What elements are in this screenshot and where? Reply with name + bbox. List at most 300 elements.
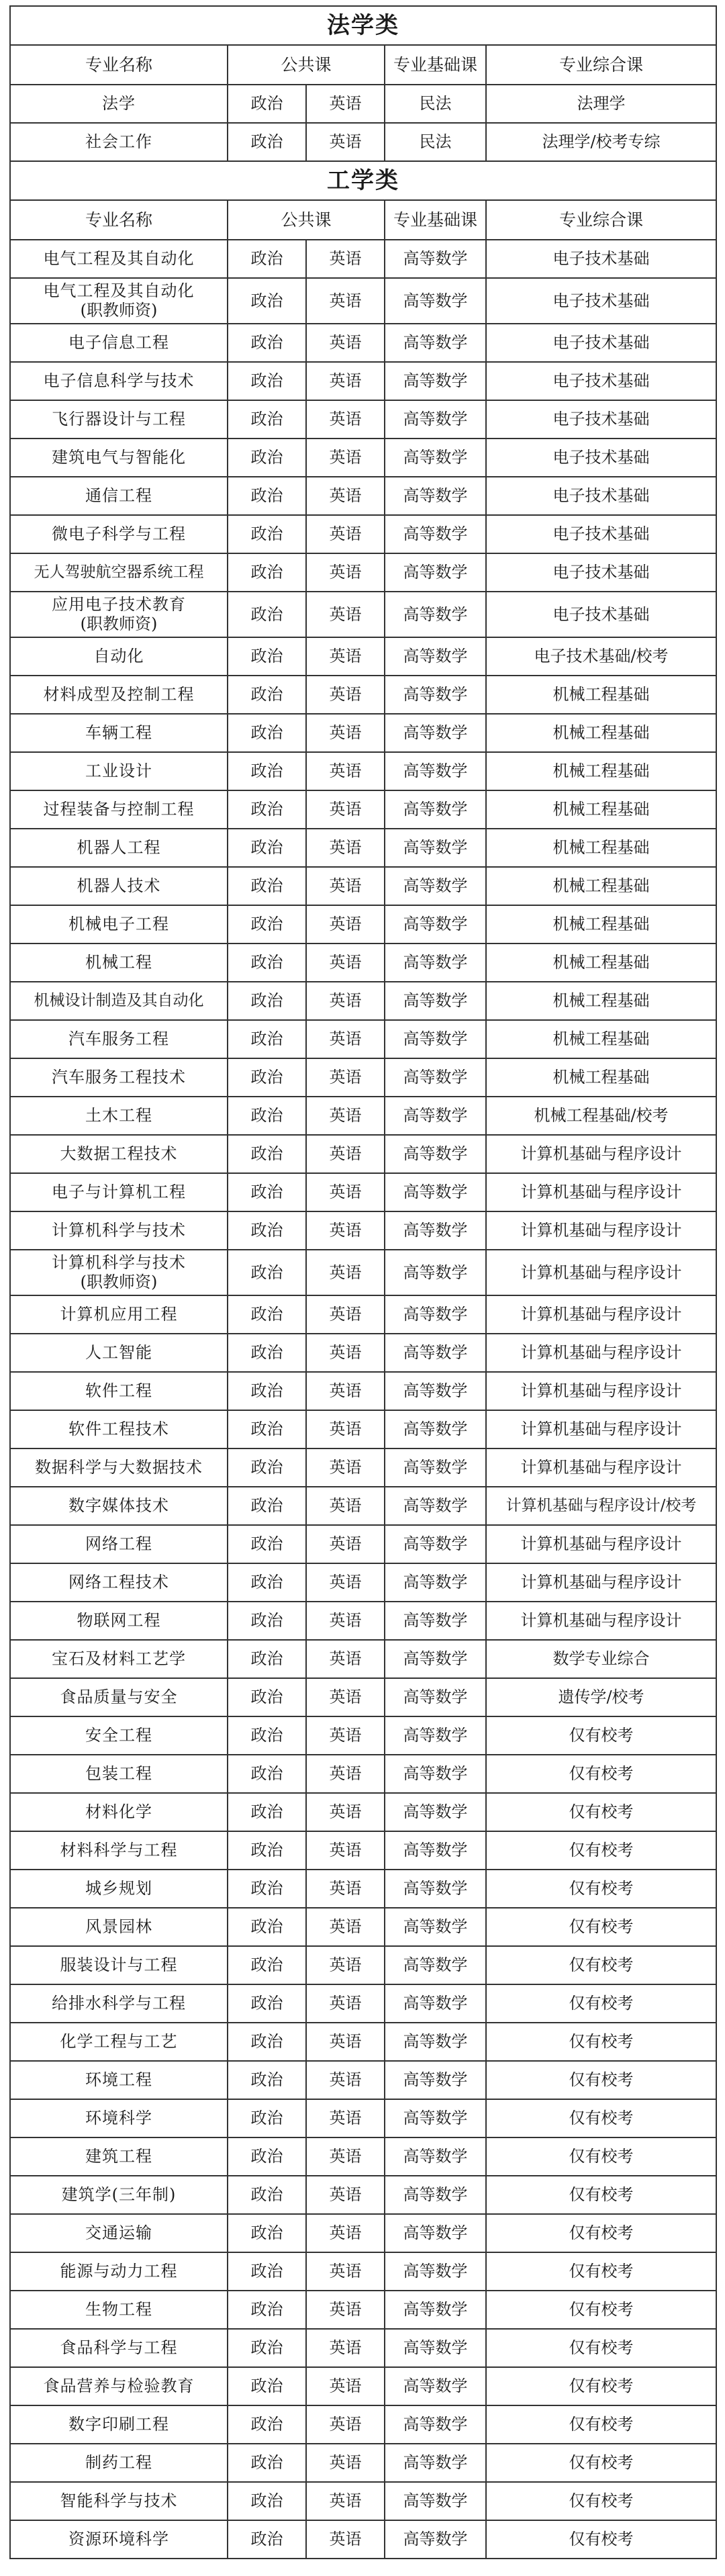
table-row (10, 1135, 716, 1173)
comprehensive-course: 计算机基础与程序设计 (486, 1448, 716, 1487)
table-row (10, 1831, 716, 1870)
major-name-cell (10, 790, 228, 829)
law-header-row (10, 45, 716, 85)
comprehensive-course: 仅有校考 (486, 2176, 716, 2214)
public-course-english: 英语 (306, 2061, 385, 2099)
public-course-english: 英语 (306, 1334, 385, 1372)
table-row (10, 439, 716, 477)
public-course-politics: 政治 (228, 2291, 306, 2329)
major-name: 环境工程 (85, 2070, 152, 2089)
major-name-cell (10, 324, 228, 362)
major-name-cell (10, 515, 228, 553)
table-row (10, 1250, 716, 1295)
comprehensive-course: 仅有校考 (486, 1946, 716, 1984)
comprehensive-course: 机械工程基础 (486, 1058, 716, 1097)
major-name: 制药工程 (85, 2453, 152, 2472)
comprehensive-course: 计算机基础与程序设计 (486, 1372, 716, 1410)
basic-course: 高等数学 (385, 752, 486, 790)
table-row (10, 1793, 716, 1831)
basic-course: 高等数学 (385, 400, 486, 439)
comprehensive-course: 电子技术基础 (486, 400, 716, 439)
comprehensive-course: 机械工程基础 (486, 752, 716, 790)
header-comprehensive-course: 专业综合课 (486, 45, 716, 85)
major-name-cell (10, 752, 228, 790)
basic-course: 高等数学 (385, 2482, 486, 2520)
public-course-politics: 政治 (228, 2214, 306, 2252)
major-name-cell (10, 1716, 228, 1755)
basic-course: 高等数学 (385, 829, 486, 867)
comprehensive-course: 仅有校考 (486, 2214, 716, 2252)
major-name-cell (10, 1334, 228, 1372)
law-section-title: 法学类 (10, 6, 716, 45)
major-name: 机器人技术 (77, 876, 161, 895)
major-name-cell (10, 982, 228, 1020)
public-course-english: 英语 (306, 905, 385, 944)
header-comprehensive-course: 专业综合课 (486, 200, 716, 240)
public-course-english: 英语 (306, 714, 385, 752)
basic-course: 高等数学 (385, 905, 486, 944)
table-row (10, 1487, 716, 1525)
basic-course: 高等数学 (385, 1984, 486, 2023)
public-course-politics: 政治 (228, 637, 306, 676)
comprehensive-course: 仅有校考 (486, 2520, 716, 2559)
basic-course: 高等数学 (385, 1525, 486, 1563)
public-course-english: 英语 (306, 1755, 385, 1793)
comprehensive-course: 计算机基础与程序设计 (486, 1295, 716, 1334)
public-course-politics: 政治 (228, 2482, 306, 2520)
major-name: 建筑电气与智能化 (52, 448, 186, 467)
major-name: 网络工程技术 (68, 1573, 169, 1592)
basic-course: 民法 (385, 123, 486, 161)
major-name: 电子信息科学与技术 (43, 371, 195, 390)
major-name: 机器人工程 (77, 838, 161, 857)
major-name-cell (10, 1173, 228, 1211)
major-name: 能源与动力工程 (60, 2262, 178, 2281)
public-course-english: 英语 (306, 1295, 385, 1334)
major-name-cell (10, 676, 228, 714)
public-course-politics: 政治 (228, 1097, 306, 1135)
basic-course: 高等数学 (385, 1334, 486, 1372)
public-course-english: 英语 (306, 1908, 385, 1946)
table-row (10, 2023, 716, 2061)
comprehensive-course: 计算机基础与程序设计 (486, 1211, 716, 1250)
public-course-politics: 政治 (228, 905, 306, 944)
table-row (10, 944, 716, 982)
public-course-english: 英语 (306, 85, 385, 123)
public-course-english: 英语 (306, 2329, 385, 2367)
table-row (10, 515, 716, 553)
major-name: 建筑工程 (85, 2147, 152, 2166)
major-name-cell (10, 905, 228, 944)
public-course-english: 英语 (306, 400, 385, 439)
major-name-note: (职教师资) (80, 1273, 158, 1291)
major-name: 安全工程 (85, 1726, 152, 1745)
public-course-english: 英语 (306, 553, 385, 592)
public-course-politics: 政治 (228, 2329, 306, 2367)
comprehensive-course: 仅有校考 (486, 1984, 716, 2023)
major-name: 软件工程技术 (68, 1420, 169, 1438)
major-name-cell (10, 2061, 228, 2099)
basic-course: 高等数学 (385, 2061, 486, 2099)
public-course-english: 英语 (306, 676, 385, 714)
public-course-english: 英语 (306, 1410, 385, 1448)
public-course-english: 英语 (306, 324, 385, 362)
major-name: 物联网工程 (77, 1611, 161, 1630)
major-name-cell (10, 1755, 228, 1793)
major-name-cell (10, 1870, 228, 1908)
comprehensive-course: 机械工程基础/校考 (486, 1097, 716, 1135)
table-row (10, 1602, 716, 1640)
public-course-politics: 政治 (228, 1793, 306, 1831)
basic-course: 高等数学 (385, 1946, 486, 1984)
major-name-cell (10, 2482, 228, 2520)
table-row (10, 676, 716, 714)
header-basic-course: 专业基础课 (385, 200, 486, 240)
public-course-politics: 政治 (228, 362, 306, 400)
public-course-english: 英语 (306, 1678, 385, 1716)
public-course-politics: 政治 (228, 1058, 306, 1097)
public-course-english: 英语 (306, 790, 385, 829)
comprehensive-course: 仅有校考 (486, 1755, 716, 1793)
table-row (10, 829, 716, 867)
major-name: 机械工程 (85, 953, 152, 972)
table-row (10, 982, 716, 1020)
table-row (10, 2405, 716, 2444)
table-row (10, 1525, 716, 1563)
comprehensive-course: 机械工程基础 (486, 1020, 716, 1058)
table-row (10, 2291, 716, 2329)
table-row (10, 2482, 716, 2520)
public-course-politics: 政治 (228, 1602, 306, 1640)
public-course-english: 英语 (306, 1372, 385, 1410)
public-course-english: 英语 (306, 2214, 385, 2252)
major-name-cell (10, 1135, 228, 1173)
major-name: 人工智能 (85, 1343, 152, 1362)
major-name: 食品质量与安全 (60, 1688, 178, 1706)
table-row (10, 123, 716, 161)
basic-course: 高等数学 (385, 2099, 486, 2137)
table-row (10, 2252, 716, 2291)
major-name: 社会工作 (85, 132, 152, 151)
basic-course: 高等数学 (385, 2520, 486, 2559)
public-course-english: 英语 (306, 982, 385, 1020)
table-row (10, 2520, 716, 2559)
table-row (10, 400, 716, 439)
basic-course: 高等数学 (385, 1870, 486, 1908)
major-name: 建筑学(三年制) (61, 2185, 177, 2204)
table-row (10, 1410, 716, 1448)
table-row (10, 790, 716, 829)
public-course-politics: 政治 (228, 2444, 306, 2482)
public-course-politics: 政治 (228, 1250, 306, 1295)
public-course-politics: 政治 (228, 790, 306, 829)
basic-course: 高等数学 (385, 2291, 486, 2329)
major-name: 法学 (102, 94, 136, 113)
public-course-english: 英语 (306, 1250, 385, 1295)
public-course-politics: 政治 (228, 944, 306, 982)
public-course-politics: 政治 (228, 752, 306, 790)
public-course-english: 英语 (306, 1135, 385, 1173)
comprehensive-course: 电子技术基础 (486, 439, 716, 477)
major-name: 无人驾驶航空器系统工程 (34, 563, 204, 581)
public-course-english: 英语 (306, 1020, 385, 1058)
comprehensive-course: 仅有校考 (486, 2329, 716, 2367)
major-name-cell (10, 2137, 228, 2176)
public-course-politics: 政治 (228, 1372, 306, 1410)
major-name-cell (10, 944, 228, 982)
public-course-english: 英语 (306, 1097, 385, 1135)
major-name: 化学工程与工艺 (60, 2032, 178, 2051)
public-course-english: 英语 (306, 829, 385, 867)
basic-course: 高等数学 (385, 477, 486, 515)
comprehensive-course: 仅有校考 (486, 2137, 716, 2176)
public-course-english: 英语 (306, 1602, 385, 1640)
comprehensive-course: 仅有校考 (486, 2061, 716, 2099)
comprehensive-course: 仅有校考 (486, 2482, 716, 2520)
major-name: 计算机科学与技术 (52, 1221, 186, 1240)
basic-course: 高等数学 (385, 2252, 486, 2291)
major-name: 食品营养与检验教育 (43, 2377, 195, 2395)
major-name-cell (10, 2099, 228, 2137)
comprehensive-course: 机械工程基础 (486, 982, 716, 1020)
major-name-cell (10, 400, 228, 439)
major-name-cell (10, 1831, 228, 1870)
basic-course: 高等数学 (385, 515, 486, 553)
header-major-name: 专业名称 (10, 200, 228, 240)
public-course-politics: 政治 (228, 1984, 306, 2023)
major-name-cell (10, 829, 228, 867)
public-course-politics: 政治 (228, 400, 306, 439)
comprehensive-course: 计算机基础与程序设计 (486, 1410, 716, 1448)
public-course-english: 英语 (306, 2252, 385, 2291)
basic-course: 高等数学 (385, 1211, 486, 1250)
comprehensive-course: 法理学 (486, 85, 716, 123)
comprehensive-course: 遗传学/校考 (486, 1678, 716, 1716)
public-course-politics: 政治 (228, 85, 306, 123)
table-row (10, 2329, 716, 2367)
major-name: 土木工程 (85, 1106, 152, 1125)
public-course-politics: 政治 (228, 1020, 306, 1058)
public-course-politics: 政治 (228, 2367, 306, 2405)
table-row (10, 1640, 716, 1678)
basic-course: 高等数学 (385, 637, 486, 676)
major-subject-table (9, 5, 717, 2559)
table-row (10, 592, 716, 637)
basic-course: 高等数学 (385, 2405, 486, 2444)
public-course-english: 英语 (306, 515, 385, 553)
law-section-title-row (10, 6, 716, 45)
major-name-cell (10, 2520, 228, 2559)
major-name: 电气工程及其自动化 (43, 281, 195, 300)
public-course-politics: 政治 (228, 1525, 306, 1563)
comprehensive-course: 机械工程基础 (486, 829, 716, 867)
table-row (10, 2367, 716, 2405)
major-name-cell (10, 278, 228, 324)
public-course-politics: 政治 (228, 1946, 306, 1984)
public-course-politics: 政治 (228, 1640, 306, 1678)
public-course-politics: 政治 (228, 2176, 306, 2214)
public-course-politics: 政治 (228, 2023, 306, 2061)
public-course-politics: 政治 (228, 1755, 306, 1793)
basic-course: 民法 (385, 85, 486, 123)
table-row (10, 2099, 716, 2137)
table-row (10, 714, 716, 752)
major-name: 电气工程及其自动化 (43, 249, 195, 268)
major-name-cell (10, 1020, 228, 1058)
public-course-english: 英语 (306, 2137, 385, 2176)
table-row (10, 477, 716, 515)
public-course-politics: 政治 (228, 240, 306, 278)
basic-course: 高等数学 (385, 240, 486, 278)
major-name-cell (10, 1487, 228, 1525)
comprehensive-course: 仅有校考 (486, 2367, 716, 2405)
major-name: 工业设计 (85, 762, 152, 780)
major-name: 电子信息工程 (68, 333, 169, 352)
major-name: 数字印刷工程 (68, 2415, 169, 2434)
major-name: 汽车服务工程 (68, 1029, 169, 1048)
public-course-english: 英语 (306, 2405, 385, 2444)
public-course-politics: 政治 (228, 123, 306, 161)
major-name-cell (10, 1058, 228, 1097)
major-name-cell (10, 1295, 228, 1334)
basic-course: 高等数学 (385, 1678, 486, 1716)
table-row (10, 1755, 716, 1793)
basic-course: 高等数学 (385, 1793, 486, 1831)
public-course-politics: 政治 (228, 1870, 306, 1908)
major-name-cell (10, 553, 228, 592)
table-row (10, 1678, 716, 1716)
table-row (10, 1946, 716, 1984)
basic-course: 高等数学 (385, 1716, 486, 1755)
major-name: 交通运输 (85, 2223, 152, 2242)
comprehensive-course: 计算机基础与程序设计 (486, 1173, 716, 1211)
major-name-cell (10, 714, 228, 752)
major-name: 电子与计算机工程 (52, 1183, 186, 1201)
basic-course: 高等数学 (385, 2023, 486, 2061)
basic-course: 高等数学 (385, 867, 486, 905)
major-name-cell (10, 85, 228, 123)
table-row (10, 867, 716, 905)
basic-course: 高等数学 (385, 1831, 486, 1870)
public-course-politics: 政治 (228, 278, 306, 324)
major-name-cell (10, 477, 228, 515)
table-row (10, 1984, 716, 2023)
public-course-politics: 政治 (228, 982, 306, 1020)
major-name: 材料科学与工程 (60, 1841, 178, 1859)
basic-course: 高等数学 (385, 1755, 486, 1793)
comprehensive-course: 法理学/校考专综 (486, 123, 716, 161)
public-course-english: 英语 (306, 2482, 385, 2520)
table-body (10, 6, 716, 2559)
public-course-politics: 政治 (228, 477, 306, 515)
major-name-cell (10, 637, 228, 676)
major-name-cell (10, 1678, 228, 1716)
basic-course: 高等数学 (385, 1295, 486, 1334)
public-course-english: 英语 (306, 592, 385, 637)
public-course-politics: 政治 (228, 676, 306, 714)
table-row (10, 1448, 716, 1487)
major-name: 通信工程 (85, 486, 152, 505)
major-name: 飞行器设计与工程 (52, 410, 186, 428)
eng-header-row (10, 200, 716, 240)
public-course-english: 英语 (306, 2023, 385, 2061)
comprehensive-course: 电子技术基础 (486, 362, 716, 400)
major-name-cell (10, 123, 228, 161)
major-name: 机械设计制造及其自动化 (34, 992, 204, 1009)
public-course-english: 英语 (306, 1831, 385, 1870)
comprehensive-course: 计算机基础与程序设计 (486, 1334, 716, 1372)
comprehensive-course: 仅有校考 (486, 2099, 716, 2137)
major-name: 给排水科学与工程 (52, 1994, 186, 2013)
major-name: 风景园林 (85, 1917, 152, 1936)
public-course-english: 英语 (306, 2520, 385, 2559)
major-name-cell (10, 1793, 228, 1831)
basic-course: 高等数学 (385, 592, 486, 637)
public-course-politics: 政治 (228, 2137, 306, 2176)
comprehensive-course: 电子技术基础 (486, 240, 716, 278)
public-course-politics: 政治 (228, 1831, 306, 1870)
major-subject-table-container (9, 5, 716, 2559)
public-course-politics: 政治 (228, 714, 306, 752)
major-name: 微电子科学与工程 (52, 524, 186, 543)
table-row (10, 324, 716, 362)
major-name: 资源环境科学 (68, 2530, 169, 2548)
major-name-cell (10, 1211, 228, 1250)
basic-course: 高等数学 (385, 982, 486, 1020)
public-course-english: 英语 (306, 1487, 385, 1525)
public-course-english: 英语 (306, 1525, 385, 1563)
header-public-course: 公共课 (228, 200, 385, 240)
basic-course: 高等数学 (385, 1563, 486, 1602)
major-name-cell (10, 1448, 228, 1487)
comprehensive-course: 机械工程基础 (486, 944, 716, 982)
major-name: 汽车服务工程技术 (52, 1068, 186, 1087)
basic-course: 高等数学 (385, 278, 486, 324)
comprehensive-course: 电子技术基础/校考 (486, 637, 716, 676)
major-name: 智能科学与技术 (60, 2491, 178, 2510)
major-name-cell (10, 2367, 228, 2405)
basic-course: 高等数学 (385, 2367, 486, 2405)
header-public-course: 公共课 (228, 45, 385, 85)
public-course-politics: 政治 (228, 324, 306, 362)
major-name: 材料化学 (85, 1802, 152, 1821)
major-name: 网络工程 (85, 1534, 152, 1553)
public-course-english: 英语 (306, 362, 385, 400)
major-name-cell (10, 2176, 228, 2214)
public-course-politics: 政治 (228, 2252, 306, 2291)
comprehensive-course: 电子技术基础 (486, 477, 716, 515)
table-row (10, 553, 716, 592)
table-row (10, 2176, 716, 2214)
major-name-cell (10, 2023, 228, 2061)
comprehensive-course: 电子技术基础 (486, 592, 716, 637)
major-name-cell (10, 1410, 228, 1448)
public-course-english: 英语 (306, 752, 385, 790)
major-name-cell (10, 2291, 228, 2329)
major-name-cell (10, 1372, 228, 1410)
public-course-politics: 政治 (228, 1295, 306, 1334)
header-basic-course: 专业基础课 (385, 45, 486, 85)
major-name-cell (10, 1640, 228, 1678)
table-row (10, 2444, 716, 2482)
public-course-politics: 政治 (228, 2405, 306, 2444)
table-row (10, 637, 716, 676)
major-name-cell (10, 2252, 228, 2291)
major-name: 过程装备与控制工程 (43, 800, 195, 819)
major-name: 自动化 (93, 647, 144, 665)
basic-course: 高等数学 (385, 1908, 486, 1946)
public-course-english: 英语 (306, 1640, 385, 1678)
